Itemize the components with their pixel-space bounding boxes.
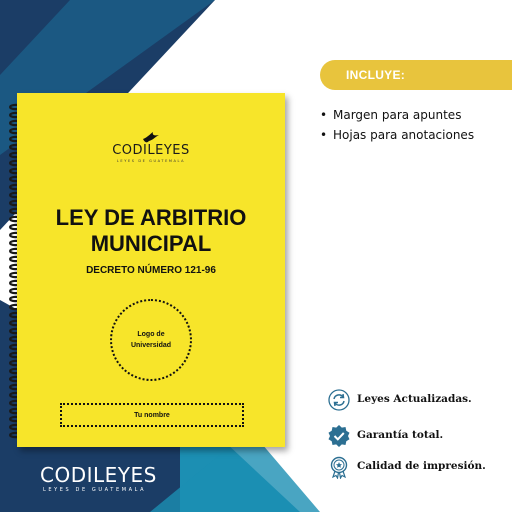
list-item-text: Margen para apuntes	[333, 108, 462, 122]
swallow-logo-icon	[17, 130, 285, 144]
award-ribbon-icon	[327, 455, 351, 479]
feature-updated-laws	[327, 388, 512, 414]
feature-text: Garantía total.	[357, 429, 444, 441]
refresh-badge-icon	[327, 388, 351, 412]
name-placeholder: Tu nombre	[60, 403, 244, 427]
feature-text: Calidad de impresión.	[357, 460, 486, 472]
book-title-line2: MUNICIPAL	[90, 231, 212, 256]
bullet: •	[320, 108, 328, 122]
includes-label: INCLUYE:	[346, 68, 406, 82]
feature-guarantee	[327, 424, 512, 450]
brand-logo: CODILEYES	[40, 463, 157, 487]
book-title	[17, 205, 285, 257]
book-brand-tagline: LEYES DE GUATEMALA	[116, 159, 186, 163]
logo-placeholder-line2: Universidad	[130, 342, 172, 349]
feature-text: Leyes Actualizadas.	[357, 393, 472, 405]
check-badge-icon	[327, 424, 351, 448]
book-subtitle: DECRETO NÚMERO 121-96	[86, 265, 216, 276]
logo-placeholder-line1: Logo de	[137, 331, 165, 338]
feature-print-quality	[327, 455, 512, 481]
list-item	[320, 128, 474, 142]
bullet: •	[320, 128, 328, 142]
logo-placeholder	[110, 299, 192, 381]
list-item-text: Hojas para anotaciones	[333, 128, 475, 142]
brand-tagline: LEYES DE GUATEMALA	[43, 487, 147, 493]
notebook-cover	[17, 93, 285, 447]
list-item	[320, 108, 461, 122]
book-brand-name: CODILEYES	[112, 143, 190, 158]
book-title-line1: LEY DE ARBITRIO	[55, 205, 247, 230]
